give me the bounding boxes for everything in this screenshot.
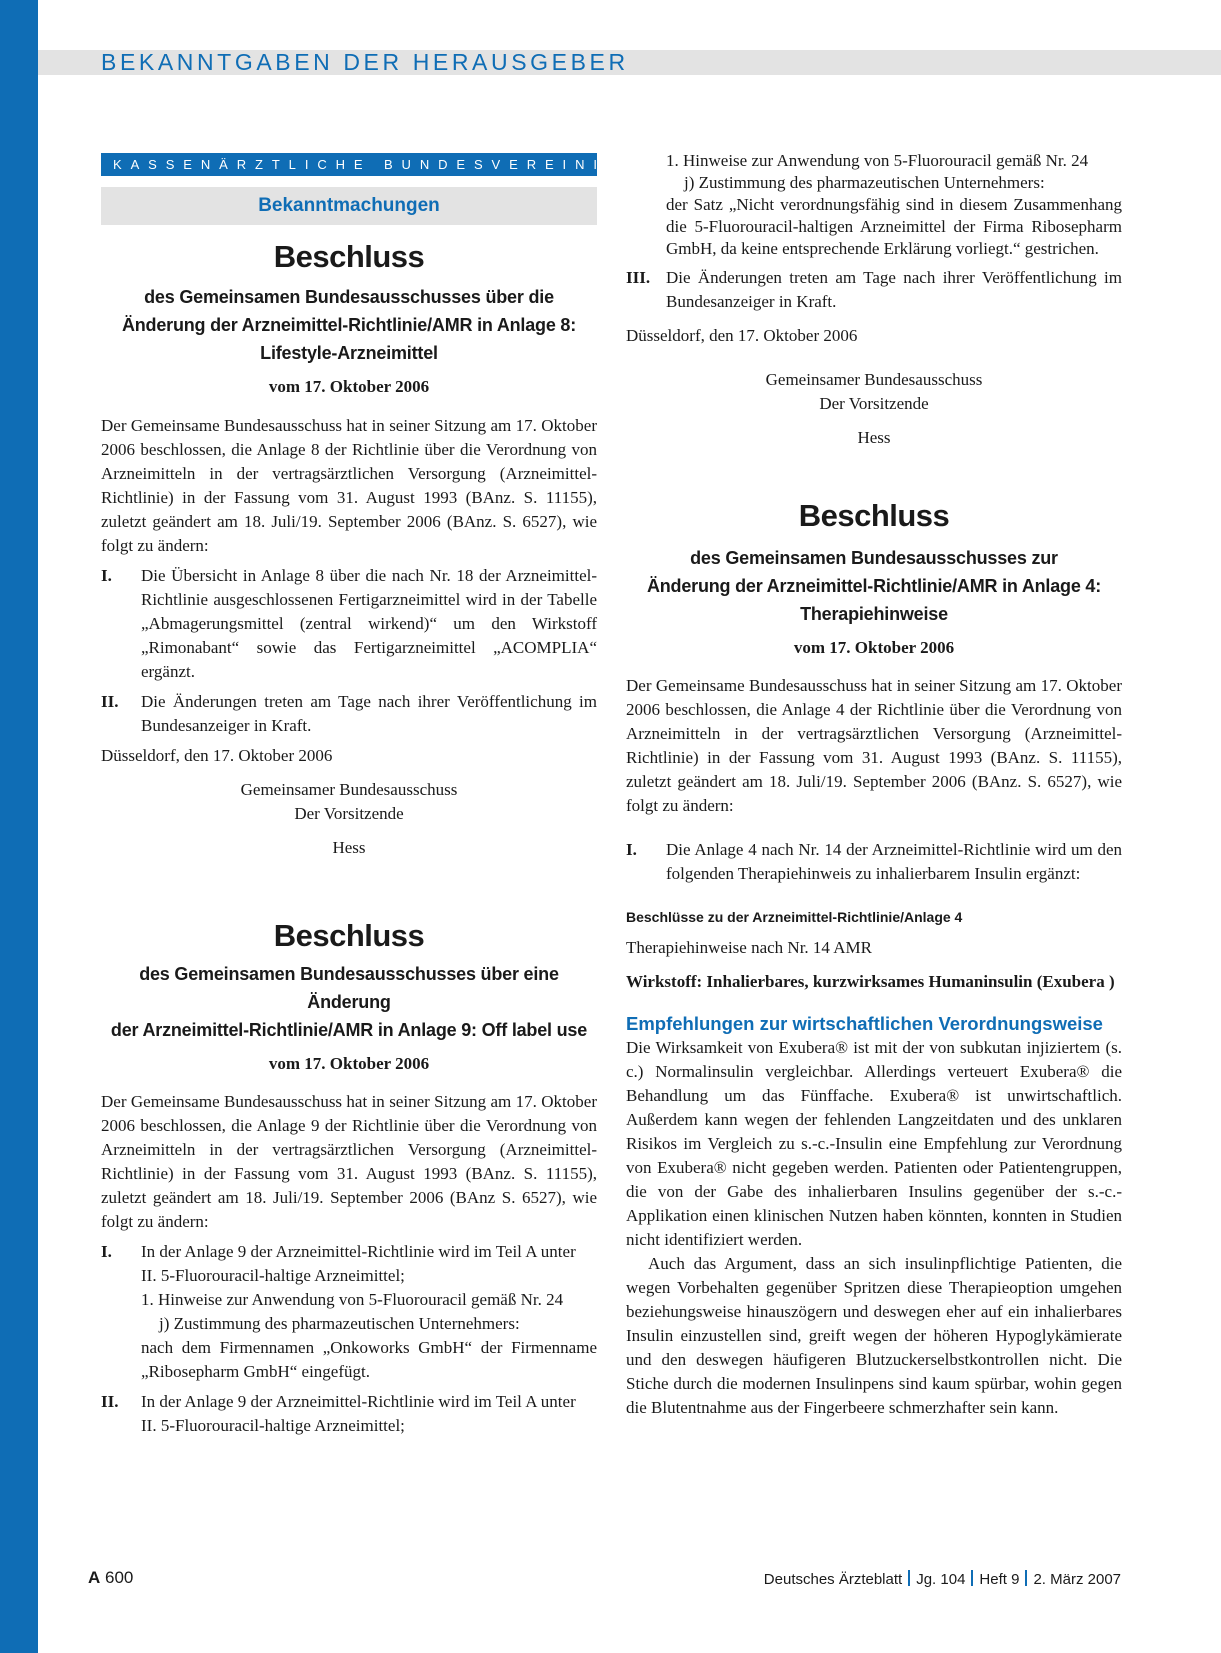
- resolution-subtitle: Änderung der Arzneimittel-Richtlinie/AMR in Anlage 8:: [121, 315, 577, 335]
- item-line: 1. Hinweise zur Anwendung von 5-Fluorouracil gemäß Nr. 24: [666, 151, 1089, 170]
- resolution-subtitle: Therapiehinweise: [800, 604, 948, 624]
- resolution-heading: Beschluss: [273, 918, 425, 953]
- header-title: BEKANNTGABEN DER HERAUSGEBER: [101, 49, 629, 75]
- item-number: I.: [101, 1242, 112, 1261]
- recommendations-heading: Empfehlungen zur wirtschaftlichen Verordnungsweise: [626, 1013, 1103, 1034]
- resolution-heading: Beschluss: [798, 498, 950, 533]
- page-number-value: 600: [105, 1568, 134, 1587]
- resolution-anlage-4: [626, 498, 1122, 1420]
- page-prefix: A: [88, 1568, 101, 1587]
- item-line: nach dem Firmennamen „Onkoworks GmbH“ der Firmenname „Ribosepharm GmbH“ eingefügt.: [141, 1338, 597, 1381]
- resolution-heading: Beschluss: [273, 239, 425, 274]
- item-line: j) Zustimmung des pharmazeutischen Unternehmers:: [684, 173, 1045, 192]
- section-title: Bekanntmachungen: [101, 187, 597, 225]
- resolution-anlage-8: [101, 239, 597, 860]
- annex-heading: Beschlüsse zu der Arzneimittel-Richtlinie/Anlage 4: [626, 909, 963, 925]
- journal-volume: Jg. 104: [916, 1571, 966, 1588]
- signature-org: Gemeinsamer Bundesausschuss: [765, 370, 983, 389]
- resolution-subtitle: des Gemeinsamen Bundesausschusses zur: [690, 548, 1058, 568]
- continuation-block: [626, 150, 1122, 260]
- resolution-intro: Der Gemeinsame Bundesausschuss hat in seiner Sitzung am 17. Oktober 2006 beschlossen, die Anlage 9 der Richtlinie über die Verordnung von Arzneimitteln in der vertragsärztlichen Versorgung (Arzneimittel-Richtlinie) in der Fassung vom 31. August 1993 (BAnz. S. 11155), zuletzt geändert am 18. Juli/19. September 2006 (BAnz S. 6527), wie folgt zu ändern:: [101, 1092, 597, 1231]
- separator: [1025, 1570, 1027, 1586]
- item-number: I.: [101, 566, 112, 585]
- active-substance: Wirkstoff: Inhalierbares, kurzwirksames Humaninsulin (Exubera ): [626, 972, 1115, 991]
- resolution-item: [101, 564, 597, 684]
- item-text: Die Übersicht in Anlage 8 über die nach Nr. 18 der Arzneimittel-Richtlinie ausgeschlossenen Fertigarzneimittel wird in der Tabelle „Abmagerungsmittel (zentral wirkend)“ um den Wirkstoff „Rimonabant“ sowie das Fertigarzneimittel „ACOMPLIA“ ergänzt.: [141, 566, 597, 681]
- resolution-item: [626, 838, 1122, 886]
- resolution-intro: Der Gemeinsame Bundesausschuss hat in seiner Sitzung am 17. Oktober 2006 beschlossen, die Anlage 8 der Richtlinie über die Verordnung von Arzneimitteln in der vertragsärztlichen Versorgung (Arzneimittel-Richtlinie) in der Fassung vom 31. August 1993 (BAnz. S. 11155), zuletzt geändert am 18. Juli/19. September 2006 (BAnz. S. 6527), wie folgt zu ändern:: [101, 416, 597, 555]
- item-line: j) Zustimmung des pharmazeutischen Unternehmers:: [159, 1314, 520, 1333]
- page-number: [88, 1568, 133, 1588]
- left-column: [101, 153, 681, 1438]
- body-paragraph: Auch das Argument, dass an sich insulinpflichtige Patienten, die wegen Vorbehalten gegenüber Spritzen diese Therapieoption umgehen beziehungsweise hinauszögern und deswegen eher auf ein inhalierbares Insulin einzustellen sind, greift wegen der höheren Hypoglykämierate und den deswegen häufigeren Blutzuckerselbstkontrollen nicht. Die Stiche durch die modernen Insulinpens sind kaum spürbar, wohin gegen die Blutentnahme aus der Fingerbeere schmerzhafter sein kann.: [626, 1254, 1122, 1417]
- resolution-date: vom 17. Oktober 2006: [793, 638, 955, 657]
- resolution-item: [101, 1390, 597, 1438]
- resolution-subtitle: des Gemeinsamen Bundesausschusses über eine Änderung: [139, 964, 559, 1012]
- resolution-subtitle: Lifestyle-Arzneimittel: [260, 343, 438, 363]
- resolution-subtitle: des Gemeinsamen Bundesausschusses über die: [144, 287, 554, 307]
- item-line: In der Anlage 9 der Arzneimittel-Richtlinie wird im Teil A unter: [141, 1242, 576, 1261]
- resolution-date: vom 17. Oktober 2006: [268, 377, 430, 396]
- item-text: Die Anlage 4 nach Nr. 14 der Arzneimittel-Richtlinie wird um den folgenden Therapiehinweis zu inhalierbarem Insulin ergänzt:: [666, 840, 1122, 883]
- item-line: II. 5-Fluorouracil-haltige Arzneimittel;: [141, 1416, 405, 1435]
- resolution-date: vom 17. Oktober 2006: [268, 1054, 430, 1073]
- item-body: [141, 1390, 597, 1438]
- signature-role: Der Vorsitzende: [819, 394, 929, 413]
- item-number: III.: [626, 268, 651, 287]
- resolution-subtitle: Änderung der Arzneimittel-Richtlinie/AMR in Anlage 4:: [646, 576, 1102, 596]
- item-line: II. 5-Fluorouracil-haltige Arzneimittel;: [141, 1266, 405, 1285]
- item-text: Die Änderungen treten am Tage nach ihrer Veröffentlichung im Bundesanzeiger in Kraft.: [666, 268, 1122, 311]
- item-line: 1. Hinweise zur Anwendung von 5-Fluorouracil gemäß Nr. 24: [141, 1290, 564, 1309]
- sidebar-accent-bar: [0, 0, 38, 1653]
- item-line: der Satz „Nicht verordnungsfähig sind in diesem Zusammenhang die 5-Fluorouracil-haltigen Arzneimittel der Firma Ribosepharm GmbH, da keine entsprechende Erklärung vorliegt.“ gestrichen.: [666, 195, 1122, 258]
- resolution-item: [101, 1240, 597, 1384]
- right-column: [626, 150, 1122, 1420]
- resolution-intro: Der Gemeinsame Bundesausschuss hat in seiner Sitzung am 17. Oktober 2006 beschlossen, die Anlage 4 der Richtlinie über die Verordnung von Arzneimitteln in der vertragsärztlichen Versorgung (Arzneimittel-Richtlinie) in der Fassung vom 31. August 1993 (BAnz. S. 11155), zuletzt geändert am 18. Juli/19. September 2006 (BAnz. S. 6527), wie folgt zu ändern:: [626, 676, 1122, 815]
- resolution-subtitle: der Arzneimittel-Richtlinie/AMR in Anlage 9: Off label use: [110, 1020, 588, 1040]
- org-banner: KASSENÄRZTLICHE BUNDESVEREINIGUNG: [101, 153, 597, 176]
- item-text: Die Änderungen treten am Tage nach ihrer Veröffentlichung im Bundesanzeiger in Kraft.: [141, 692, 597, 735]
- item-number: II.: [101, 692, 119, 711]
- item-number: I.: [626, 840, 637, 859]
- journal-issue: Heft 9: [979, 1571, 1020, 1588]
- signature-org: Gemeinsamer Bundesausschuss: [240, 780, 458, 799]
- separator: [971, 1570, 973, 1586]
- journal-info: [764, 1570, 1121, 1588]
- item-line: In der Anlage 9 der Arzneimittel-Richtlinie wird im Teil A unter: [141, 1392, 576, 1411]
- separator: [908, 1570, 910, 1586]
- resolution-item: [101, 690, 597, 738]
- place-date: Düsseldorf, den 17. Oktober 2006: [626, 326, 858, 345]
- signature-role: Der Vorsitzende: [294, 804, 404, 823]
- resolution-anlage-9: [101, 918, 597, 1438]
- signature-name: Hess: [857, 428, 891, 447]
- resolution-item: [626, 266, 1122, 314]
- journal-date: 2. März 2007: [1033, 1571, 1121, 1588]
- therapy-note: Therapiehinweise nach Nr. 14 AMR: [626, 938, 872, 957]
- item-number: II.: [101, 1392, 119, 1411]
- item-body: [141, 1240, 597, 1384]
- journal-name: Deutsches Ärzteblatt: [763, 1571, 903, 1588]
- body-paragraph: Die Wirksamkeit von Exubera® ist mit der von subkutan injiziertem (s. c.) Normalinsulin vergleichbar. Allerdings verteuert Exubera® die Behandlung um das Fünffache. Exubera® ist unwirtschaftlich. Außerdem kann wegen der fehlenden Langzeitdaten und des unklaren Risikos im Vergleich zu s.-c.-Insulin eine Empfehlung zur Verordnung von Exubera® nicht gegeben werden. Patienten oder Patientengruppen, die von der Gabe des inhalierbaren Insulins gegenüber der s.-c.-Applikation einen klinischen Nutzen haben könnten, konnten in Studien nicht identifiziert werden.: [626, 1038, 1122, 1249]
- place-date: Düsseldorf, den 17. Oktober 2006: [101, 746, 333, 765]
- signature-name: Hess: [332, 838, 366, 857]
